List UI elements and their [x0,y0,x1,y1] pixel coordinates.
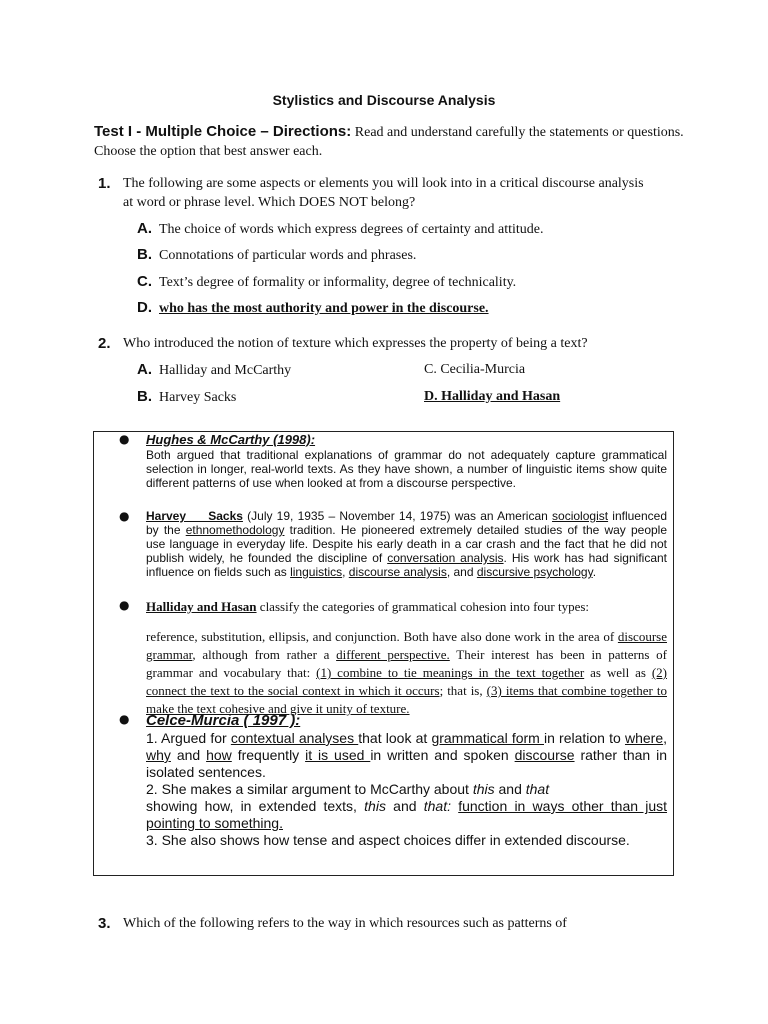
note-body: Harvey Sacks (July 19, 1935 – November 14, 1975) was an American sociologist influenced by the ethnomethodology tradition. He pioneered extremely detailed studies of the way people use language in everyday life. Despite his early death in a car crash and the fact that he did not publish widely, he founded the discipline of conversation analysis. His work has had significant influence on fields such as linguistics, discourse analysis, and discursive psychology. [146,509,668,579]
bullet-icon: ● [119,432,130,446]
option-letter: A. [137,361,152,378]
note-point-2-cont: showing how, in extended texts, this and that: function in ways other than just pointing to something. [146,798,668,831]
option-letter: A. [137,220,152,237]
option-text: The choice of words which express degrees of certainty and attitude. [159,222,544,237]
note-point-1: 1. Argued for contextual analyses that look at grammatical form in relation to where, why and how frequently it is used in written and spoken discourse rather than in isolated sentences. [146,730,667,780]
bullet-icon: ● [119,509,130,523]
q1-option-c [137,272,516,292]
option-text-answer: who has the most authority and power in the discourse. [159,301,489,316]
q2-option-c [424,360,525,379]
bullet-icon: ● [119,598,130,612]
note-heading: Harvey Sacks [146,509,243,523]
q1-option-b [137,245,416,265]
note-heading: Celce-Murcia ( 1997 ): [146,712,301,729]
note-heading: Hughes & McCarthy (1998): [146,432,316,447]
option-text: Connotations of particular words and phrases. [159,248,417,263]
bullet-icon: ● [119,712,130,726]
note-harvey-sacks [119,509,668,579]
question-number: 2. [98,335,111,352]
option-text: Halliday and McCarthy [159,363,292,378]
directions-text: Read and understand carefully the statements or questions. Choose the option that best answer each. [94,125,684,159]
question-stem: The following are some aspects or elements you will look into in a critical discourse analysis at word or phrase level. Which DOES NOT belong? [123,176,644,210]
notes-box [93,431,674,876]
note-halliday-hasan [119,598,667,718]
note-celce-murcia [119,712,668,849]
q2-option-d [424,387,560,406]
document-title: Stylistics and Discourse Analysis [272,92,496,108]
note-point-3: 3. She also shows how tense and aspect choices differ in extended discourse. [146,832,630,848]
question-stem: Which of the following refers to the way in which resources such as patterns of [123,916,567,931]
q1-option-d [137,298,489,318]
q2-option-b [137,387,236,407]
option-letter: C. [137,273,152,290]
q1-option-a [137,219,543,239]
note-body: reference, substitution, ellipsis, and conjunction. Both have also done work in the area of discourse grammar, although from rather a different perspective. Their interest has been in patterns of grammar and vocabulary that: (1) combine to tie meanings in the text together as well as (2) connect the text to the social context in which it occurs; that is, (3) items that combine together to make the text cohesive and give it unity of texture. [146,629,667,716]
note-point-2: 2. She makes a similar argument to McCarthy about this and that [146,781,550,797]
note-heading: Halliday and Hasan [146,599,257,614]
note-intro: Halliday and Hasan classify the categories of grammatical cohesion into four types: [146,599,590,614]
test-directions [94,122,684,161]
note-body: Both argued that traditional explanations of grammar do not adequately capture grammatical selection in longer, real-world texts. As they have shown, a number of linguistic items show quite different patterns of use when looked at from a discourse perspective. [146,448,667,490]
option-text: C. Cecilia-Murcia [424,362,526,377]
option-text-answer: D. Halliday and Hasan [424,389,561,404]
note-hughes-mccarthy [119,432,667,490]
question-number: 3. [98,915,111,932]
directions-lead: Test I - Multiple Choice – Directions: [94,123,352,140]
question-stem: Who introduced the notion of texture which expresses the property of being a text? [123,336,588,351]
option-letter: D. [137,299,152,316]
option-letter: B. [137,246,152,263]
option-text: Harvey Sacks [159,390,237,405]
q2-option-a [137,360,291,380]
question-number: 1. [98,175,111,192]
option-text: Text’s degree of formality or informality, degree of technicality. [159,275,517,290]
option-letter: B. [137,388,152,405]
